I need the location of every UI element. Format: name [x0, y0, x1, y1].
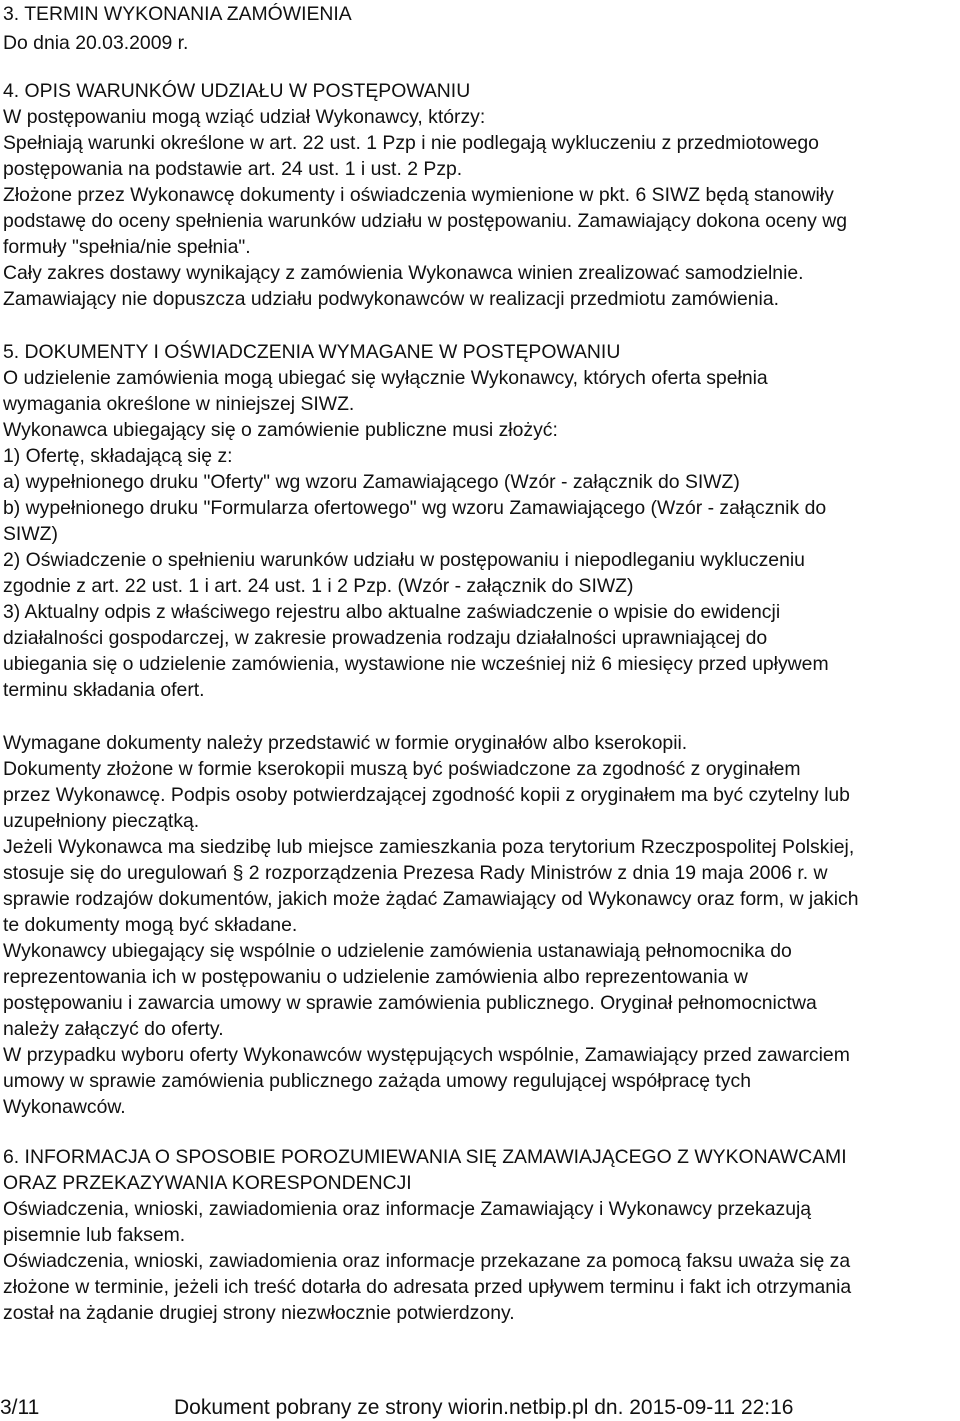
section-5-text: te dokumenty mogą być składane.	[3, 914, 298, 936]
section-5-text: W przypadku wyboru oferty Wykonawców występujących wspólnie, Zamawiający przed zawarciem	[3, 1044, 850, 1066]
section-4-text: Spełniają warunki określone w art. 22 ust. 1 Pzp i nie podlegają wykluczeniu z przedmiotowego	[3, 132, 819, 154]
section-6-text: złożone w terminie, jeżeli ich treść dotarła do adresata przed upływem terminu i fakt ich otrzymania	[3, 1276, 852, 1298]
section-4-text: formuły "spełnia/nie spełnia".	[3, 236, 251, 258]
section-5-text: postępowaniu i zawarcia umowy w sprawie zamówienia publicznego. Oryginał pełnomocnictwa	[3, 992, 817, 1014]
section-5-text: stosuje się do uregulowań § 2 rozporządzenia Prezesa Rady Ministrów z dnia 19 maja 2006 r. w	[3, 862, 828, 884]
section-5-text: działalności gospodarczej, w zakresie prowadzenia rodzaju działalności uprawniającej do	[3, 627, 768, 649]
section-5-text: należy załączyć do oferty.	[3, 1018, 224, 1040]
section-5-text: 3) Aktualny odpis z właściwego rejestru albo aktualne zaświadczenie o wpisie do ewidencji	[3, 601, 781, 623]
section-5-text: Wykonawca ubiegający się o zamówienie publiczne musi złożyć:	[3, 419, 558, 441]
section-6-text: pisemnie lub faksem.	[3, 1224, 186, 1246]
section-5-text: Dokumenty złożone w formie kserokopii muszą być poświadczone za zgodność z oryginałem	[3, 758, 801, 780]
section-5-text: umowy w sprawie zamówienia publicznego zażąda umowy regulującej współpracę tych	[3, 1070, 751, 1092]
section-6-heading: 6. INFORMACJA O SPOSOBIE POROZUMIEWANIA SIĘ ZAMAWIAJĄCEGO Z WYKONAWCAMI	[3, 1146, 847, 1168]
section-6-text: Oświadczenia, wnioski, zawiadomienia oraz informacje przekazane za pomocą faksu uważa się za	[3, 1250, 851, 1272]
section-5-text: 1) Ofertę, składającą się z:	[3, 445, 233, 467]
section-5-text: terminu składania ofert.	[3, 679, 205, 701]
section-5-text: a) wypełnionego druku "Oferty" wg wzoru Zamawiającego (Wzór - załącznik do SIWZ)	[3, 471, 740, 493]
section-5-text: uzupełniony pieczątką.	[3, 810, 200, 832]
section-5-text: SIWZ)	[3, 523, 58, 545]
section-5-text: O udzielenie zamówienia mogą ubiegać się wyłącznie Wykonawcy, których oferta spełnia	[3, 367, 768, 389]
section-5-text: sprawie rodzajów dokumentów, jakich może żądać Zamawiający od Wykonawcy oraz form, w jakich	[3, 888, 859, 910]
section-4-text: Zamawiający nie dopuszcza udziału podwykonawców w realizacji przedmiotu zamówienia.	[3, 288, 779, 310]
section-5-text: 2) Oświadczenie o spełnieniu warunków udziału w postępowaniu i niepodleganiu wykluczeniu	[3, 549, 805, 571]
section-5-text: b) wypełnionego druku "Formularza ofertowego" wg wzoru Zamawiającego (Wzór - załącznik do	[3, 497, 827, 519]
section-4-text: postępowania na podstawie art. 24 ust. 1 i ust. 2 Pzp.	[3, 158, 463, 180]
footer-source: Dokument pobrany ze strony wiorin.netbip.pl dn. 2015-09-11 22:16	[174, 1396, 794, 1419]
section-6-text: został na żądanie drugiej strony niezwłocznie potwierdzony.	[3, 1302, 515, 1324]
section-5-text: reprezentowania ich w postępowaniu o udzielenie zamówienia albo reprezentowania w	[3, 966, 748, 988]
section-4-text: podstawę do oceny spełnienia warunków udziału w postępowaniu. Zamawiający dokona oceny wg	[3, 210, 847, 232]
section-3-heading: 3. TERMIN WYKONANIA ZAMÓWIENIA	[3, 3, 352, 25]
section-5-text: wymagania określone w niniejszej SIWZ.	[3, 393, 355, 415]
section-5-text: zgodnie z art. 22 ust. 1 i art. 24 ust. 1 i 2 Pzp. (Wzór - załącznik do SIWZ)	[3, 575, 634, 597]
section-4-text: Złożone przez Wykonawcę dokumenty i oświadczenia wymienione w pkt. 6 SIWZ będą stanowiły	[3, 184, 834, 206]
section-5-text: przez Wykonawcę. Podpis osoby potwierdzającej zgodność kopii z oryginałem ma być czytelny lub	[3, 784, 850, 806]
page-number: 3/11	[0, 1396, 40, 1419]
section-5-text: Wykonawcy ubiegający się wspólnie o udzielenie zamówienia ustanawiają pełnomocnika do	[3, 940, 792, 962]
section-5-text: Jeżeli Wykonawca ma siedzibę lub miejsce zamieszkania poza terytorium Rzeczpospolitej Polskiej,	[3, 836, 855, 858]
section-5-text: Wymagane dokumenty należy przedstawić w formie oryginałów albo kserokopii.	[3, 732, 688, 754]
section-4-heading: 4. OPIS WARUNKÓW UDZIAŁU W POSTĘPOWANIU	[3, 80, 471, 102]
section-5-text: Wykonawców.	[3, 1096, 126, 1118]
section-6-text: Oświadczenia, wnioski, zawiadomienia oraz informacje Zamawiający i Wykonawcy przekazują	[3, 1198, 812, 1220]
section-4-text: W postępowaniu mogą wziąć udział Wykonawcy, którzy:	[3, 106, 486, 128]
section-6-text: ORAZ PRZEKAZYWANIA KORESPONDENCJI	[3, 1172, 412, 1194]
section-3-text: Do dnia 20.03.2009 r.	[3, 32, 189, 54]
section-5-text: ubiegania się o udzielenie zamówienia, wystawione nie wcześniej niż 6 miesięcy przed upływem	[3, 653, 829, 675]
section-4-text: Cały zakres dostawy wynikający z zamówienia Wykonawca winien zrealizować samodzielnie.	[3, 262, 804, 284]
section-5-heading: 5. DOKUMENTY I OŚWIADCZENIA WYMAGANE W POSTĘPOWANIU	[3, 341, 621, 363]
